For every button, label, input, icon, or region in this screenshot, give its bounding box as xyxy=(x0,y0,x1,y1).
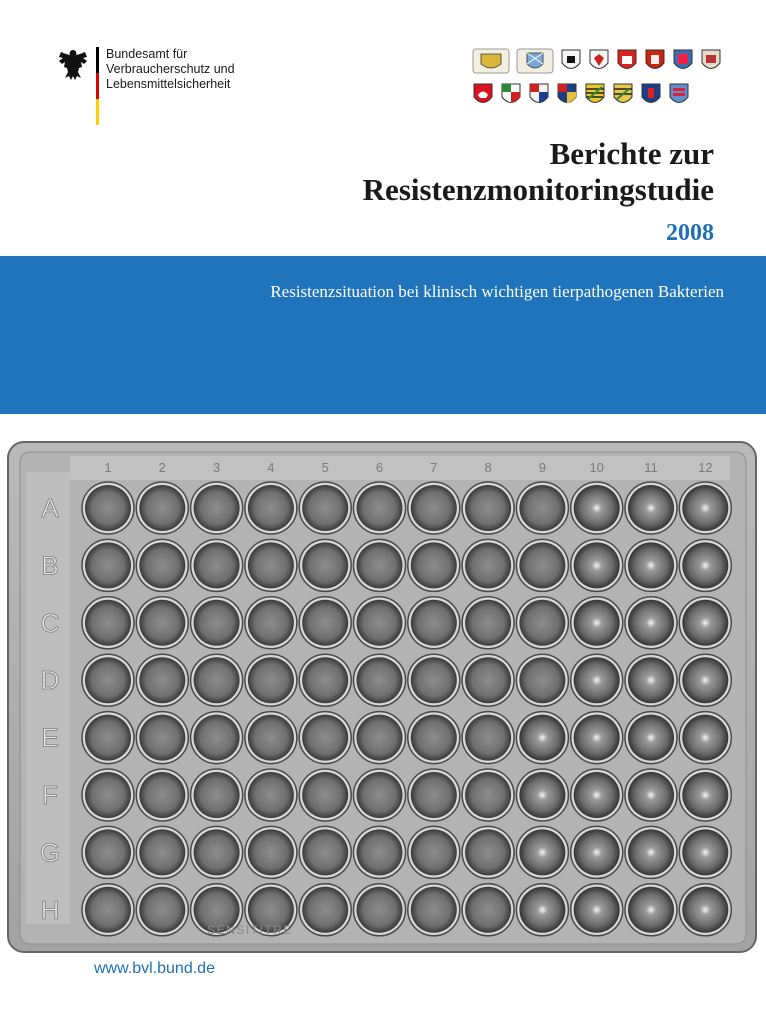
plate-well xyxy=(465,657,511,703)
plate-well xyxy=(85,485,131,531)
plate-well xyxy=(411,485,457,531)
plate-well xyxy=(628,600,674,646)
plate-well xyxy=(682,772,728,818)
plate-well xyxy=(85,887,131,933)
plate-well xyxy=(519,485,565,531)
state-crest-icon xyxy=(528,82,550,108)
plate-well xyxy=(682,485,728,531)
plate-well xyxy=(85,772,131,818)
state-crest-icon xyxy=(584,82,606,108)
state-crest-icon xyxy=(516,48,554,74)
plate-row-label: A xyxy=(41,493,59,523)
plate-well xyxy=(248,600,294,646)
plate-well xyxy=(357,485,403,531)
plate-well xyxy=(194,715,240,761)
plate-well xyxy=(628,772,674,818)
plate-well xyxy=(194,772,240,818)
plate-well xyxy=(628,829,674,875)
title-line: Berichte zur xyxy=(549,136,714,171)
plate-well xyxy=(248,772,294,818)
state-crest-icon xyxy=(640,82,662,108)
state-crest-icon xyxy=(500,82,522,108)
plate-row-label: B xyxy=(41,550,59,581)
plate-well xyxy=(411,887,457,933)
plate-column-label: 5 xyxy=(321,460,329,475)
plate-column-label: 9 xyxy=(538,460,547,475)
state-crest-icon xyxy=(612,82,634,108)
plate-well xyxy=(85,600,131,646)
plate-well xyxy=(682,657,728,703)
plate-row-label: C xyxy=(40,607,60,638)
plate-well xyxy=(682,829,728,875)
state-crest-icon xyxy=(472,82,494,108)
plate-well xyxy=(248,542,294,588)
plate-well xyxy=(411,542,457,588)
plate-column-label: 4 xyxy=(267,460,275,475)
plate-well xyxy=(139,657,185,703)
plate-well xyxy=(411,772,457,818)
report-title xyxy=(363,136,714,208)
agency-line: Verbraucherschutz und xyxy=(106,62,235,76)
plate-row-label: H xyxy=(40,894,60,925)
plate-well xyxy=(357,600,403,646)
plate-well xyxy=(248,485,294,531)
plate-well xyxy=(357,772,403,818)
plate-well xyxy=(628,542,674,588)
plate-well xyxy=(302,600,348,646)
plate-well xyxy=(682,715,728,761)
state-crest-icon xyxy=(644,48,666,74)
plate-well xyxy=(465,485,511,531)
plate-row-label: E xyxy=(41,722,59,753)
state-crest-icon xyxy=(472,48,510,74)
plate-well xyxy=(302,829,348,875)
plate-well xyxy=(357,542,403,588)
plate-well xyxy=(519,715,565,761)
plate-well xyxy=(194,600,240,646)
plate-column-label: 3 xyxy=(212,460,221,475)
plate-well xyxy=(465,715,511,761)
plate-column-label: 12 xyxy=(698,460,713,475)
plate-well xyxy=(85,657,131,703)
plate-well xyxy=(411,715,457,761)
plate-well xyxy=(85,829,131,875)
plate-well xyxy=(139,887,185,933)
plate-well xyxy=(139,829,185,875)
report-year: 2008 xyxy=(666,220,714,246)
plate-well xyxy=(682,542,728,588)
state-crest-icon xyxy=(588,48,610,74)
plate-well xyxy=(682,600,728,646)
plate-well xyxy=(574,657,620,703)
plate-brand: SENSITITRE xyxy=(207,923,293,937)
plate-well xyxy=(302,772,348,818)
plate-well xyxy=(574,485,620,531)
plate-row-label: F xyxy=(42,780,58,810)
plate-column-label: 8 xyxy=(484,460,492,475)
plate-well xyxy=(519,657,565,703)
plate-well xyxy=(465,887,511,933)
plate-well xyxy=(248,829,294,875)
plate-column-label: 11 xyxy=(644,460,658,475)
plate-well xyxy=(574,829,620,875)
plate-well xyxy=(302,715,348,761)
plate-well xyxy=(85,542,131,588)
plate-well xyxy=(411,829,457,875)
plate-well xyxy=(465,542,511,588)
plate-well xyxy=(357,829,403,875)
plate-well xyxy=(519,600,565,646)
state-crest-icon xyxy=(560,48,582,74)
german-flag-bar xyxy=(96,47,99,125)
plate-well xyxy=(519,887,565,933)
plate-well xyxy=(139,772,185,818)
plate-well xyxy=(194,829,240,875)
report-subtitle: Resistenzsituation bei klinisch wichtigen tierpathogenen Bakterien xyxy=(270,282,724,301)
plate-well xyxy=(357,657,403,703)
state-crest-icon xyxy=(672,48,694,74)
plate-well xyxy=(139,600,185,646)
plate-well xyxy=(465,829,511,875)
plate-well xyxy=(139,715,185,761)
plate-well xyxy=(465,600,511,646)
state-crest-icon xyxy=(556,82,578,108)
plate-well xyxy=(139,485,185,531)
plate-well xyxy=(682,887,728,933)
plate-well xyxy=(519,829,565,875)
plate-well xyxy=(248,657,294,703)
title-line: Resistenzmonitoringstudie xyxy=(362,172,714,207)
plate-well xyxy=(302,485,348,531)
plate-well xyxy=(465,772,511,818)
state-crest-icon xyxy=(616,48,638,74)
subtitle-band xyxy=(0,256,766,414)
plate-well xyxy=(628,887,674,933)
microtiter-plate-image xyxy=(0,428,766,958)
website-link[interactable]: www.bvl.bund.de xyxy=(94,960,215,977)
plate-well xyxy=(628,485,674,531)
plate-well xyxy=(628,715,674,761)
plate-row-label: G xyxy=(39,837,61,868)
agency-name xyxy=(106,47,235,92)
plate-column-label: 1 xyxy=(104,460,112,475)
plate-well xyxy=(357,887,403,933)
plate-well xyxy=(194,542,240,588)
state-crest-icon xyxy=(668,82,690,108)
plate-well xyxy=(519,542,565,588)
federal-eagle-icon xyxy=(58,48,88,82)
plate-well xyxy=(194,485,240,531)
plate-well xyxy=(411,657,457,703)
plate-well xyxy=(248,715,294,761)
plate-well xyxy=(574,542,620,588)
agency-line: Lebensmittelsicherheit xyxy=(106,77,231,91)
plate-well xyxy=(302,657,348,703)
plate-row-label: D xyxy=(40,665,60,696)
plate-well xyxy=(519,772,565,818)
plate-well xyxy=(302,887,348,933)
plate-well xyxy=(574,600,620,646)
plate-well xyxy=(574,715,620,761)
agency-line: Bundesamt für xyxy=(106,47,188,61)
plate-well xyxy=(85,715,131,761)
plate-column-label: 6 xyxy=(375,460,384,475)
state-crest-icon xyxy=(700,48,722,74)
plate-well xyxy=(411,600,457,646)
plate-column-label: 2 xyxy=(158,460,166,475)
plate-well xyxy=(139,542,185,588)
plate-well xyxy=(302,542,348,588)
plate-well xyxy=(194,657,240,703)
plate-well xyxy=(574,887,620,933)
plate-well xyxy=(357,715,403,761)
plate-well xyxy=(628,657,674,703)
plate-well xyxy=(574,772,620,818)
plate-column-label: 7 xyxy=(430,460,438,475)
plate-column-label: 10 xyxy=(589,460,604,475)
state-crests xyxy=(472,48,722,116)
